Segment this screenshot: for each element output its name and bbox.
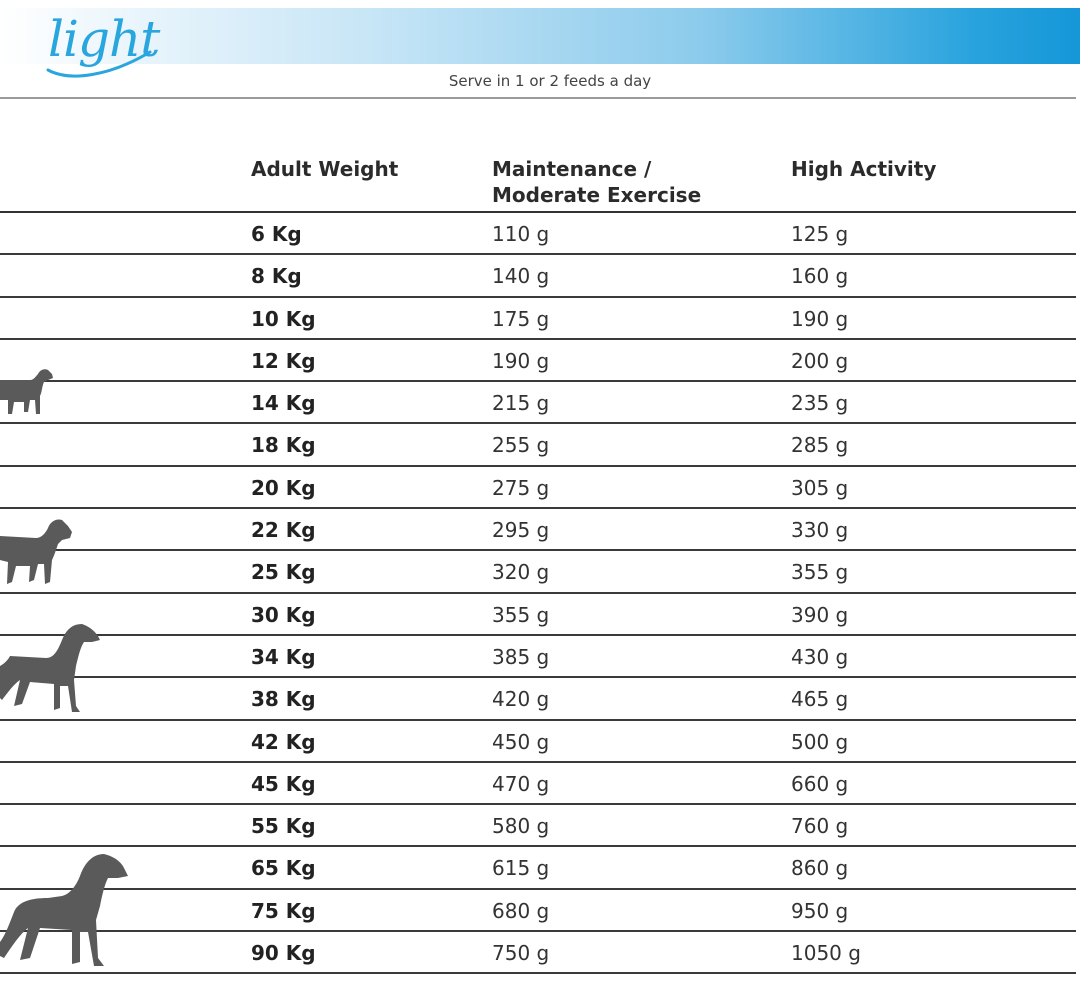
maintenance-cell: 190 g: [492, 348, 550, 373]
table-row: [0, 932, 1076, 974]
maintenance-cell: 295 g: [492, 518, 550, 543]
table-row: [0, 340, 1076, 382]
table-row: [0, 763, 1076, 805]
high-activity-cell: 465 g: [791, 687, 849, 712]
weight-cell: 18 Kg: [251, 433, 316, 458]
logo-text: light: [48, 10, 160, 68]
maintenance-cell: 470 g: [492, 771, 550, 796]
maintenance-cell: 355 g: [492, 602, 550, 627]
high-activity-cell: 950 g: [791, 898, 849, 923]
header-adult-weight: Adult Weight: [251, 157, 399, 181]
small-dog-icon: [0, 366, 56, 418]
maintenance-cell: 680 g: [492, 898, 550, 923]
header-maintenance: Maintenance / Moderate Exercise: [492, 157, 702, 207]
table-row: [0, 594, 1076, 636]
feeding-table: [0, 213, 1076, 974]
medium-dog-icon: [0, 516, 76, 588]
table-row: [0, 382, 1076, 424]
maintenance-cell: 110 g: [492, 222, 550, 246]
table-header: [0, 156, 1080, 212]
table-row: [0, 721, 1076, 763]
high-activity-cell: 200 g: [791, 348, 849, 373]
high-activity-cell: 430 g: [791, 644, 849, 669]
weight-cell: 90 Kg: [251, 941, 316, 966]
maintenance-cell: 615 g: [492, 856, 550, 881]
table-row: [0, 213, 1076, 255]
weight-cell: 22 Kg: [251, 518, 316, 543]
table-row: [0, 636, 1076, 678]
high-activity-cell: 1050 g: [791, 941, 861, 966]
high-activity-cell: 330 g: [791, 518, 849, 543]
high-activity-cell: 500 g: [791, 729, 849, 754]
weight-cell: 45 Kg: [251, 771, 316, 796]
high-activity-cell: 160 g: [791, 264, 849, 289]
high-activity-cell: 660 g: [791, 771, 849, 796]
table-row: [0, 255, 1076, 297]
weight-cell: 14 Kg: [251, 391, 316, 416]
maintenance-cell: 580 g: [492, 814, 550, 839]
weight-cell: 38 Kg: [251, 687, 316, 712]
giant-dog-icon: [0, 850, 132, 972]
table-row: [0, 890, 1076, 932]
table-row: [0, 678, 1076, 720]
weight-cell: 6 Kg: [251, 222, 302, 246]
weight-cell: 65 Kg: [251, 856, 316, 881]
high-activity-cell: 125 g: [791, 222, 849, 246]
high-activity-cell: 285 g: [791, 433, 849, 458]
high-activity-cell: 235 g: [791, 391, 849, 416]
maintenance-cell: 385 g: [492, 644, 550, 669]
high-activity-cell: 355 g: [791, 560, 849, 585]
maintenance-cell: 320 g: [492, 560, 550, 585]
table-row: [0, 298, 1076, 340]
maintenance-cell: 175 g: [492, 306, 550, 331]
maintenance-cell: 275 g: [492, 475, 550, 500]
weight-cell: 34 Kg: [251, 644, 316, 669]
serving-note: Serve in 1 or 2 feeds a day: [448, 72, 652, 90]
maintenance-cell: 140 g: [492, 264, 550, 289]
weight-cell: 8 Kg: [251, 264, 302, 289]
high-activity-cell: 860 g: [791, 856, 849, 881]
weight-cell: 20 Kg: [251, 475, 316, 500]
weight-cell: 10 Kg: [251, 306, 316, 331]
weight-cell: 42 Kg: [251, 729, 316, 754]
weight-cell: 12 Kg: [251, 348, 316, 373]
table-row: [0, 847, 1076, 889]
high-activity-cell: 305 g: [791, 475, 849, 500]
maintenance-cell: 255 g: [492, 433, 550, 458]
maintenance-cell: 215 g: [492, 391, 550, 416]
high-activity-cell: 190 g: [791, 306, 849, 331]
weight-cell: 25 Kg: [251, 560, 316, 585]
high-activity-cell: 390 g: [791, 602, 849, 627]
table-row: [0, 424, 1076, 466]
maintenance-cell: 750 g: [492, 941, 550, 966]
weight-cell: 55 Kg: [251, 814, 316, 839]
weight-cell: 30 Kg: [251, 602, 316, 627]
header-banner: [0, 8, 1080, 68]
weight-cell: 75 Kg: [251, 898, 316, 923]
table-row: [0, 467, 1076, 509]
high-activity-cell: 760 g: [791, 814, 849, 839]
large-dog-icon: [0, 620, 104, 716]
table-row: [0, 509, 1076, 551]
table-row: [0, 805, 1076, 847]
header-high-activity: High Activity: [791, 157, 937, 181]
maintenance-cell: 450 g: [492, 729, 550, 754]
top-divider: [0, 97, 1076, 99]
maintenance-cell: 420 g: [492, 687, 550, 712]
table-row: [0, 551, 1076, 593]
